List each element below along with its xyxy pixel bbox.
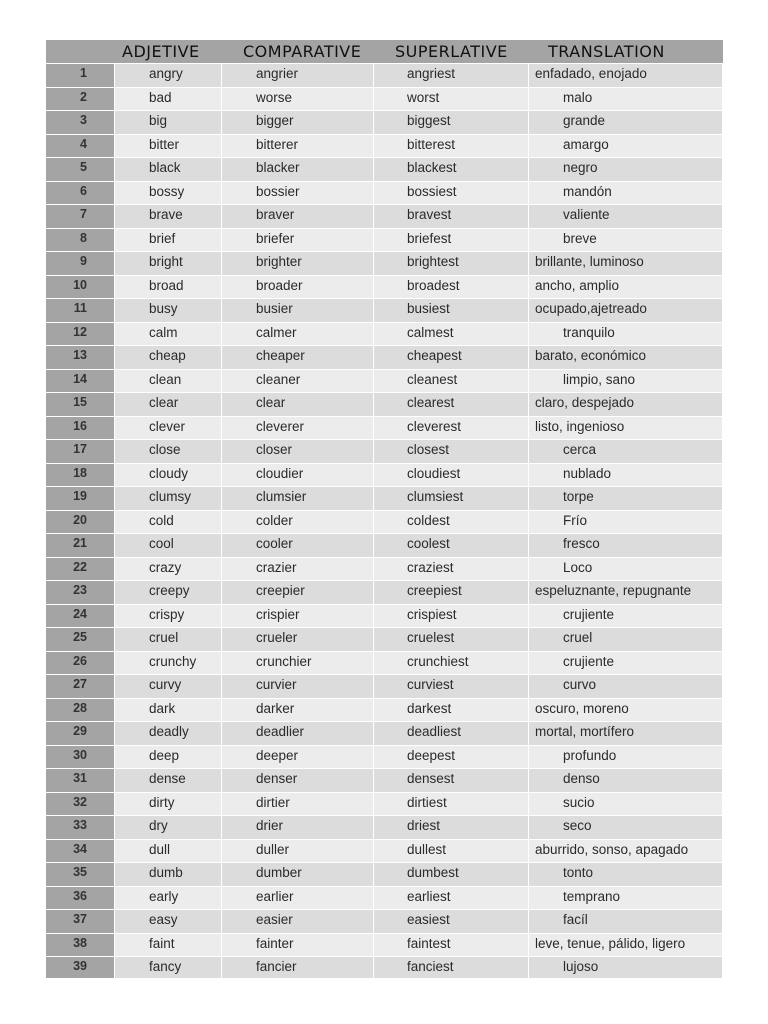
row-number: 3 xyxy=(46,111,115,135)
adjective-cell: crispy xyxy=(115,605,222,629)
superlative-cell: cruelest xyxy=(374,628,529,652)
adjective-cell: dumb xyxy=(115,863,222,887)
comparative-cell: darker xyxy=(222,699,374,723)
adjective-cell: dull xyxy=(115,840,222,864)
translation-cell: denso xyxy=(529,769,723,793)
comparative-cell: bitterer xyxy=(222,135,374,159)
row-number: 37 xyxy=(46,910,115,934)
translation-cell: fresco xyxy=(529,534,723,558)
row-number: 26 xyxy=(46,652,115,676)
adjective-cell: bitter xyxy=(115,135,222,159)
comparative-cell: brighter xyxy=(222,252,374,276)
adjective-cell: easy xyxy=(115,910,222,934)
superlative-cell: crunchiest xyxy=(374,652,529,676)
adjective-cell: calm xyxy=(115,323,222,347)
adjective-cell: faint xyxy=(115,934,222,958)
translation-cell: tranquilo xyxy=(529,323,723,347)
row-number: 17 xyxy=(46,440,115,464)
row-number: 15 xyxy=(46,393,115,417)
comparative-cell: colder xyxy=(222,511,374,535)
adjective-cell: dark xyxy=(115,699,222,723)
superlative-cell: craziest xyxy=(374,558,529,582)
superlative-cell: curviest xyxy=(374,675,529,699)
adjective-cell: clean xyxy=(115,370,222,394)
adjective-cell: cool xyxy=(115,534,222,558)
row-number: 33 xyxy=(46,816,115,840)
table-row xyxy=(46,511,723,535)
superlative-cell: calmest xyxy=(374,323,529,347)
adjective-cell: deep xyxy=(115,746,222,770)
translation-cell: negro xyxy=(529,158,723,182)
table-row xyxy=(46,323,723,347)
comparative-cell: bigger xyxy=(222,111,374,135)
table-row xyxy=(46,746,723,770)
superlative-cell: bossiest xyxy=(374,182,529,206)
comparative-cell: deadlier xyxy=(222,722,374,746)
translation-cell: malo xyxy=(529,88,723,112)
superlative-cell: bravest xyxy=(374,205,529,229)
adjective-cell: fancy xyxy=(115,957,222,978)
row-number: 32 xyxy=(46,793,115,817)
translation-cell: Loco xyxy=(529,558,723,582)
table-row xyxy=(46,346,723,370)
comparative-cell: busier xyxy=(222,299,374,323)
row-number: 27 xyxy=(46,675,115,699)
comparative-cell: clear xyxy=(222,393,374,417)
superlative-cell: darkest xyxy=(374,699,529,723)
table-row xyxy=(46,417,723,441)
row-number: 19 xyxy=(46,487,115,511)
translation-cell: nublado xyxy=(529,464,723,488)
header-row xyxy=(46,40,723,64)
translation-cell: listo, ingenioso xyxy=(529,417,723,441)
superlative-cell: broadest xyxy=(374,276,529,300)
translation-cell: amargo xyxy=(529,135,723,159)
table-row xyxy=(46,440,723,464)
superlative-cell: coldest xyxy=(374,511,529,535)
adjective-cell: close xyxy=(115,440,222,464)
row-number: 28 xyxy=(46,699,115,723)
comparative-cell: blacker xyxy=(222,158,374,182)
translation-cell: cerca xyxy=(529,440,723,464)
comparative-cell: earlier xyxy=(222,887,374,911)
table-row xyxy=(46,205,723,229)
adjective-cell: brave xyxy=(115,205,222,229)
translation-cell: limpio, sano xyxy=(529,370,723,394)
superlative-cell: cheapest xyxy=(374,346,529,370)
superlative-cell: faintest xyxy=(374,934,529,958)
translation-cell: claro, despejado xyxy=(529,393,723,417)
superlative-cell: brightest xyxy=(374,252,529,276)
translation-cell: tonto xyxy=(529,863,723,887)
table-row xyxy=(46,88,723,112)
comparative-cell: briefer xyxy=(222,229,374,253)
table-row xyxy=(46,393,723,417)
row-number: 8 xyxy=(46,229,115,253)
superlative-cell: angriest xyxy=(374,64,529,88)
row-number: 2 xyxy=(46,88,115,112)
comparative-cell: broader xyxy=(222,276,374,300)
superlative-cell: dullest xyxy=(374,840,529,864)
adjective-cell: crunchy xyxy=(115,652,222,676)
translation-cell: curvo xyxy=(529,675,723,699)
translation-cell: mortal, mortífero xyxy=(529,722,723,746)
table-row xyxy=(46,534,723,558)
superlative-cell: cleanest xyxy=(374,370,529,394)
row-number: 5 xyxy=(46,158,115,182)
table-row xyxy=(46,863,723,887)
comparative-cell: crazier xyxy=(222,558,374,582)
row-number: 10 xyxy=(46,276,115,300)
superlative-cell: cleverest xyxy=(374,417,529,441)
row-number: 4 xyxy=(46,135,115,159)
table-row xyxy=(46,840,723,864)
row-number: 6 xyxy=(46,182,115,206)
comparative-cell: crueler xyxy=(222,628,374,652)
comparative-cell: angrier xyxy=(222,64,374,88)
table-row xyxy=(46,887,723,911)
table-row xyxy=(46,370,723,394)
translation-cell: lujoso xyxy=(529,957,723,978)
table-row xyxy=(46,675,723,699)
comparative-cell: clumsier xyxy=(222,487,374,511)
translation-cell: seco xyxy=(529,816,723,840)
adjective-cell: bright xyxy=(115,252,222,276)
comparative-cell: fancier xyxy=(222,957,374,978)
table-row xyxy=(46,699,723,723)
adjective-cell: cold xyxy=(115,511,222,535)
header-adjective: ADJETIVE xyxy=(115,40,222,64)
adjective-cell: cruel xyxy=(115,628,222,652)
adjective-cell: bossy xyxy=(115,182,222,206)
translation-cell: crujiente xyxy=(529,652,723,676)
superlative-cell: worst xyxy=(374,88,529,112)
superlative-cell: clumsiest xyxy=(374,487,529,511)
superlative-cell: earliest xyxy=(374,887,529,911)
adjective-cell: bad xyxy=(115,88,222,112)
row-number: 1 xyxy=(46,64,115,88)
translation-cell: leve, tenue, pálido, ligero xyxy=(529,934,723,958)
adjective-cell: black xyxy=(115,158,222,182)
translation-cell: mandón xyxy=(529,182,723,206)
superlative-cell: deadliest xyxy=(374,722,529,746)
row-number: 13 xyxy=(46,346,115,370)
translation-cell: aburrido, sonso, apagado xyxy=(529,840,723,864)
table-row xyxy=(46,769,723,793)
comparative-cell: cleverer xyxy=(222,417,374,441)
table-row xyxy=(46,299,723,323)
translation-cell: temprano xyxy=(529,887,723,911)
table-row xyxy=(46,581,723,605)
comparative-cell: closer xyxy=(222,440,374,464)
superlative-cell: deepest xyxy=(374,746,529,770)
table-row xyxy=(46,652,723,676)
row-number: 14 xyxy=(46,370,115,394)
comparative-cell: calmer xyxy=(222,323,374,347)
translation-cell: enfadado, enojado xyxy=(529,64,723,88)
adjective-cell: angry xyxy=(115,64,222,88)
row-number: 38 xyxy=(46,934,115,958)
superlative-cell: dirtiest xyxy=(374,793,529,817)
superlative-cell: creepiest xyxy=(374,581,529,605)
row-number: 9 xyxy=(46,252,115,276)
row-number: 21 xyxy=(46,534,115,558)
row-number: 25 xyxy=(46,628,115,652)
comparative-cell: crunchier xyxy=(222,652,374,676)
table-row xyxy=(46,276,723,300)
table-row xyxy=(46,628,723,652)
comparative-cell: cloudier xyxy=(222,464,374,488)
translation-cell: sucio xyxy=(529,793,723,817)
adjective-cell: deadly xyxy=(115,722,222,746)
comparative-cell: fainter xyxy=(222,934,374,958)
translation-cell: breve xyxy=(529,229,723,253)
translation-cell: grande xyxy=(529,111,723,135)
adjective-cell: early xyxy=(115,887,222,911)
superlative-cell: biggest xyxy=(374,111,529,135)
adjective-cell: big xyxy=(115,111,222,135)
header-number xyxy=(46,40,115,64)
adjective-cell: curvy xyxy=(115,675,222,699)
row-number: 30 xyxy=(46,746,115,770)
superlative-cell: dumbest xyxy=(374,863,529,887)
translation-cell: crujiente xyxy=(529,605,723,629)
comparative-cell: cleaner xyxy=(222,370,374,394)
table-row xyxy=(46,934,723,958)
superlative-cell: crispiest xyxy=(374,605,529,629)
row-number: 39 xyxy=(46,957,115,978)
translation-cell: oscuro, moreno xyxy=(529,699,723,723)
translation-cell: barato, económico xyxy=(529,346,723,370)
adjective-cell: dry xyxy=(115,816,222,840)
row-number: 18 xyxy=(46,464,115,488)
table-body xyxy=(46,64,723,978)
superlative-cell: driest xyxy=(374,816,529,840)
comparative-cell: denser xyxy=(222,769,374,793)
table-row xyxy=(46,558,723,582)
row-number: 29 xyxy=(46,722,115,746)
table-row xyxy=(46,910,723,934)
row-number: 34 xyxy=(46,840,115,864)
comparative-cell: bossier xyxy=(222,182,374,206)
adjective-cell: clumsy xyxy=(115,487,222,511)
table-row xyxy=(46,722,723,746)
header-superlative: SUPERLATIVE xyxy=(374,40,529,64)
comparative-cell: cooler xyxy=(222,534,374,558)
adjective-cell: cloudy xyxy=(115,464,222,488)
row-number: 11 xyxy=(46,299,115,323)
row-number: 24 xyxy=(46,605,115,629)
adjective-cell: crazy xyxy=(115,558,222,582)
adjective-cell: busy xyxy=(115,299,222,323)
translation-cell: valiente xyxy=(529,205,723,229)
superlative-cell: easiest xyxy=(374,910,529,934)
superlative-cell: clearest xyxy=(374,393,529,417)
table-row xyxy=(46,158,723,182)
comparative-cell: worse xyxy=(222,88,374,112)
comparative-cell: drier xyxy=(222,816,374,840)
comparative-cell: braver xyxy=(222,205,374,229)
adjective-cell: brief xyxy=(115,229,222,253)
row-number: 22 xyxy=(46,558,115,582)
table-row xyxy=(46,957,723,978)
table-row xyxy=(46,111,723,135)
translation-cell: ocupado,ajetreado xyxy=(529,299,723,323)
table-header xyxy=(46,40,723,64)
header-comparative: COMPARATIVE xyxy=(222,40,374,64)
comparative-cell: deeper xyxy=(222,746,374,770)
row-number: 23 xyxy=(46,581,115,605)
row-number: 7 xyxy=(46,205,115,229)
row-number: 36 xyxy=(46,887,115,911)
translation-cell: espeluznante, repugnante xyxy=(529,581,723,605)
adjective-cell: broad xyxy=(115,276,222,300)
superlative-cell: closest xyxy=(374,440,529,464)
translation-cell: Frío xyxy=(529,511,723,535)
adjective-cell: dense xyxy=(115,769,222,793)
comparative-cell: dumber xyxy=(222,863,374,887)
comparative-cell: curvier xyxy=(222,675,374,699)
table-row xyxy=(46,816,723,840)
adjective-cell: clever xyxy=(115,417,222,441)
comparative-cell: duller xyxy=(222,840,374,864)
adjective-cell: clear xyxy=(115,393,222,417)
adjectives-table xyxy=(46,40,723,978)
comparative-cell: creepier xyxy=(222,581,374,605)
adjective-cell: dirty xyxy=(115,793,222,817)
superlative-cell: fanciest xyxy=(374,957,529,978)
superlative-cell: densest xyxy=(374,769,529,793)
row-number: 16 xyxy=(46,417,115,441)
comparative-cell: cheaper xyxy=(222,346,374,370)
row-number: 31 xyxy=(46,769,115,793)
table-row xyxy=(46,64,723,88)
superlative-cell: briefest xyxy=(374,229,529,253)
row-number: 20 xyxy=(46,511,115,535)
table-row xyxy=(46,464,723,488)
comparative-cell: dirtier xyxy=(222,793,374,817)
translation-cell: profundo xyxy=(529,746,723,770)
superlative-cell: blackest xyxy=(374,158,529,182)
table-row xyxy=(46,487,723,511)
table-row xyxy=(46,793,723,817)
row-number: 12 xyxy=(46,323,115,347)
translation-cell: ancho, amplio xyxy=(529,276,723,300)
row-number: 35 xyxy=(46,863,115,887)
header-translation: TRANSLATION xyxy=(529,40,723,64)
table-row xyxy=(46,135,723,159)
superlative-cell: busiest xyxy=(374,299,529,323)
table-row xyxy=(46,605,723,629)
superlative-cell: cloudiest xyxy=(374,464,529,488)
adjective-cell: cheap xyxy=(115,346,222,370)
comparative-cell: crispier xyxy=(222,605,374,629)
table-row xyxy=(46,229,723,253)
superlative-cell: bitterest xyxy=(374,135,529,159)
comparative-cell: easier xyxy=(222,910,374,934)
table-row xyxy=(46,182,723,206)
adjective-cell: creepy xyxy=(115,581,222,605)
translation-cell: cruel xyxy=(529,628,723,652)
table-row xyxy=(46,252,723,276)
translation-cell: torpe xyxy=(529,487,723,511)
translation-cell: brillante, luminoso xyxy=(529,252,723,276)
translation-cell: facíl xyxy=(529,910,723,934)
superlative-cell: coolest xyxy=(374,534,529,558)
